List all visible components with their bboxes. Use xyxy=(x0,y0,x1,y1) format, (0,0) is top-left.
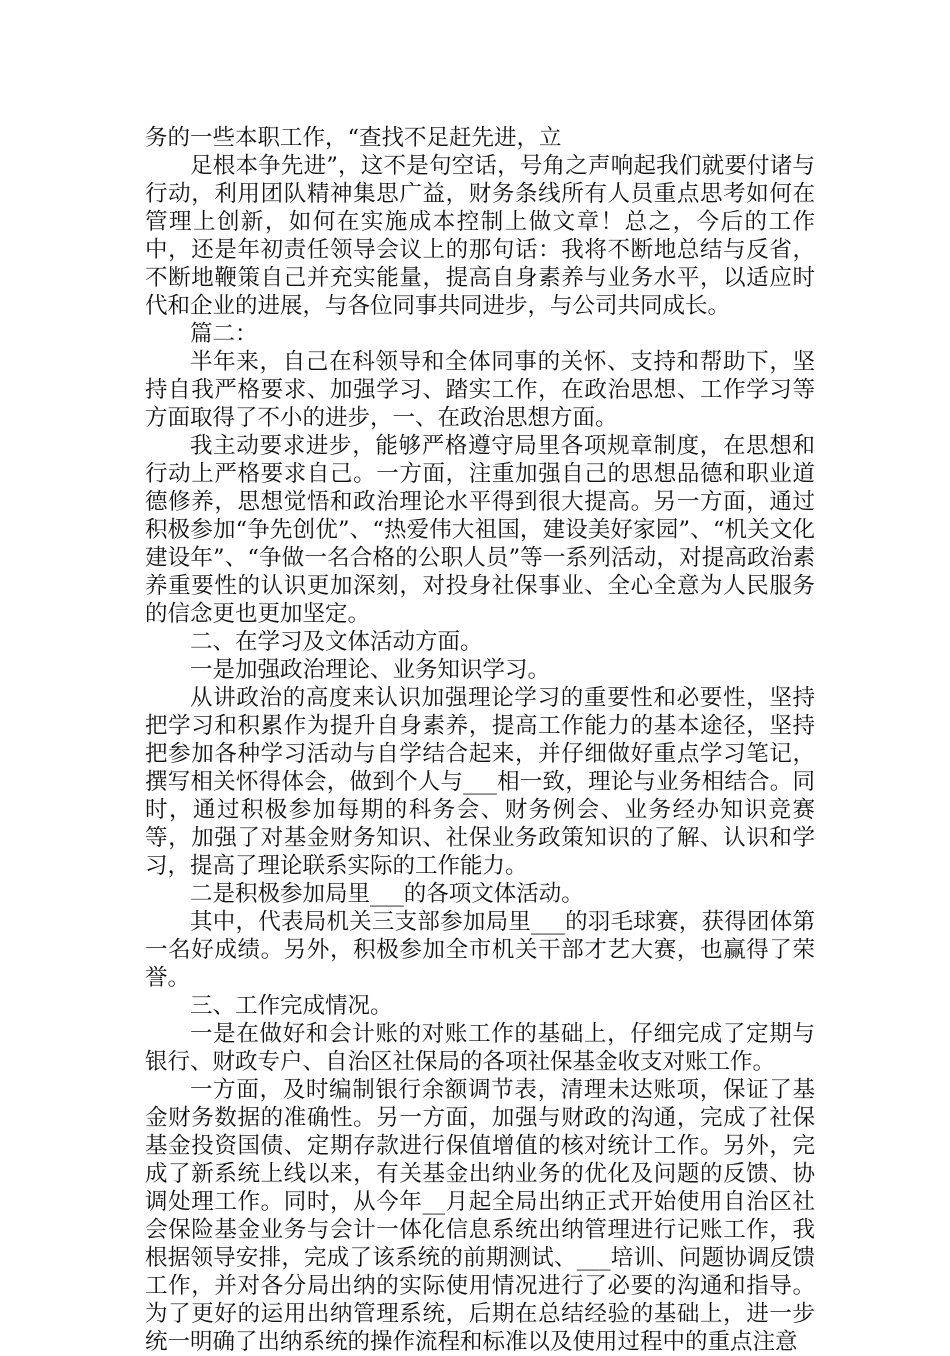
paragraph-continuation: 务的一些本职工作，“查找不足赶先进，立 xyxy=(145,125,562,151)
paragraph-closing-summary: 足根本争先进”，这不是句空话，号角之声响起我们就要付诸与行动，利用团队精神集思广益，财务条线所有人员重点思考如何在管理上创新，如何在实施成本控制上做文章！总之，今后的工作中，还是年初责任领导会议上的那句话：我将不断地总结与反省，不断地鞭策自己并充实能量，提高自身素养与业务水平，以适应时代和企业的进展，与各位同事共同进步，与公司共同成长。 xyxy=(145,153,815,319)
section-heading-part-two: 篇二： xyxy=(190,321,258,347)
subheading-activities: 二是积极参加局里___的各项文体活动。 xyxy=(190,881,584,907)
paragraph-work-details: 一方面，及时编制银行余额调节表，清理未达账项，保证了基金财务数据的准确性。另一方面，加强与财政的沟通，完成了社保基金投资国债、定期存款进行保值增值的核对统计工作。另外，完成了新系统上线以来，有关基金出纳业务的优化及问题的反馈、协调处理工作。同时，从今年__月起全局出纳正式开始使用自治区社会保险基金业务与会计一体化信息系统出纳管理进行记账工作，我根据领导安排，完成了该系统的前期测试、___培训、问题协调反馈工作，并对各分局出纳的实际使用情况进行了必要的沟通和指导。为了更好的运用出纳管理系统，后期在总结经验的基础上，进一步统一明确了出纳系统的操作流程和标准以及使用过程中的重点注意 xyxy=(145,1077,815,1355)
paragraph-theory-study: 从讲政治的高度来认识加强理论学习的重要性和必要性，坚持把学习和积累作为提升自身素养，提高工作能力的基本途径，坚持把参加各种学习活动与自学结合起来，并仔细做好重点学习笔记，撰写相关怀得体会，做到个人与___相一致，理论与业务相结合。同时，通过积极参加每期的科务会、财务例会、业务经办知识竞赛等，加强了对基金财务知识、社保业务政策知识的了解、认识和学习，提高了理论联系实际的工作能力。 xyxy=(145,685,815,879)
paragraph-reconciliation: 一是在做好和会计账的对账工作的基础上，仔细完成了定期与银行、财政专户、自治区社保局的各项社保基金收支对账工作。 xyxy=(145,1021,815,1075)
document-body xyxy=(145,124,815,1356)
subheading-theory-study: 一是加强政治理论、业务知识学习。 xyxy=(190,657,551,683)
section-heading-work: 三、工作完成情况。 xyxy=(190,993,393,1019)
paragraph-intro: 半年来，自己在科领导和全体同事的关怀、支持和帮助下，坚持自我严格要求、加强学习、踏实工作，在政治思想、工作学习等方面取得了不小的进步，一、在政治思想方面。 xyxy=(145,349,815,431)
section-heading-study: 二、在学习及文体活动方面。 xyxy=(190,629,483,655)
paragraph-political-thought: 我主动要求进步，能够严格遵守局里各项规章制度，在思想和行动上严格要求自己。一方面，注重加强自己的思想品德和职业道德修养，思想觉悟和政治理论水平得到很大提高。另一方面，通过积极参加“争先创优”、“热爱伟大祖国，建设美好家园”、“机关文化建设年”、“争做一名合格的公职人员”等一系列活动，对提高政治素养重要性的认识更加深刻，对投身社保事业、全心全意为人民服务的信念更也更加坚定。 xyxy=(145,433,815,627)
paragraph-activities: 其中，代表局机关三支部参加局里___的羽毛球赛，获得团体第一名好成绩。另外，积极参加全市机关干部才艺大赛，也赢得了荣誉。 xyxy=(145,909,815,991)
